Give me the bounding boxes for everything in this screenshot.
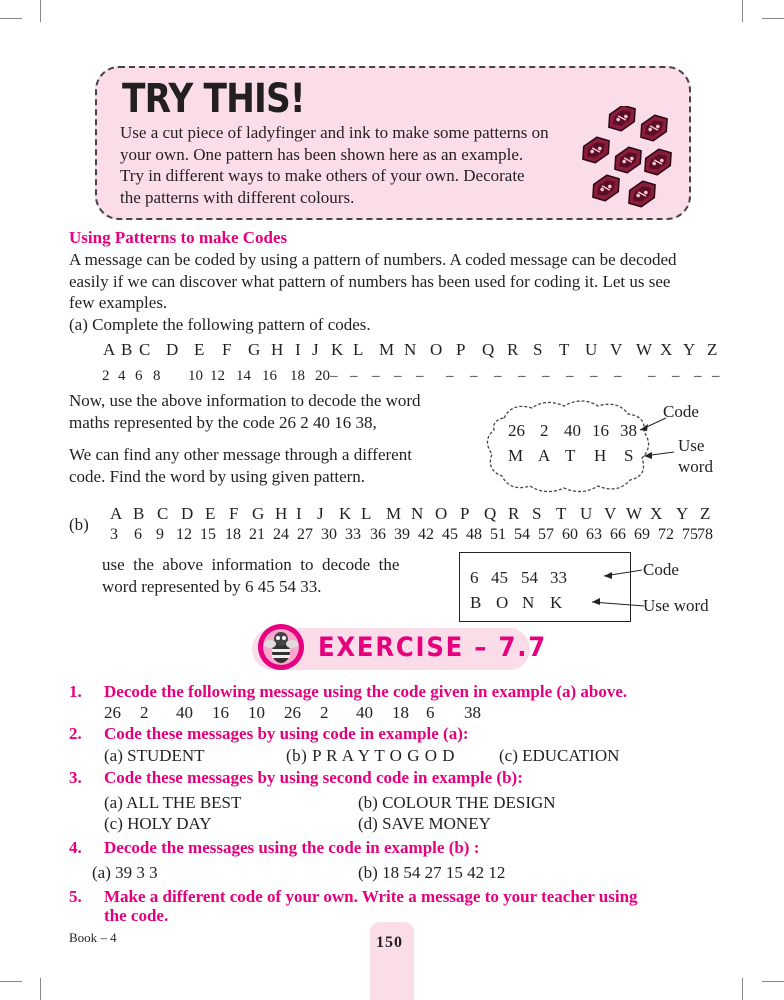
example-b-line: word represented by 6 45 54 33. (102, 576, 322, 596)
code-a-letter: F (222, 340, 232, 359)
code-b-number: 24 (273, 526, 289, 543)
box-code: 33 (550, 568, 567, 587)
question-2-text: Code these messages by using code in example (a): (104, 724, 469, 743)
intro-line: few examples. (69, 293, 168, 312)
code-b-letter: Q (484, 504, 497, 523)
code-a-number: – (446, 368, 454, 384)
code-a-number: 6 (135, 368, 143, 384)
code-a-letter: Y (683, 340, 696, 359)
crop-mark (742, 0, 743, 22)
box-use-label: Use word (643, 596, 709, 615)
code-b-number: 48 (466, 526, 482, 543)
code-b-number: 66 (610, 526, 626, 543)
question-1-code: 2 (320, 703, 329, 722)
book-label: Book – 4 (69, 930, 117, 945)
question-3-item: (a) ALL THE BEST (104, 793, 242, 812)
code-a-number: – (648, 368, 656, 384)
code-b-letter: N (411, 504, 424, 523)
code-b-number: 12 (176, 526, 192, 543)
code-a-number: – (518, 368, 526, 384)
code-a-letter: W (636, 340, 653, 359)
code-a-letter: N (404, 340, 417, 359)
code-a-number: – (542, 368, 550, 384)
code-a-numbers (0, 368, 784, 390)
code-a-number: – (416, 368, 424, 384)
box-letter: K (550, 593, 563, 612)
question-4-number: 4. (69, 838, 82, 857)
question-1-number: 1. (69, 682, 82, 701)
code-a-number: 8 (153, 368, 161, 384)
example-a-line: We can find any other message through a different (69, 445, 412, 464)
cloud-code: 40 (564, 421, 581, 440)
box-arrows (586, 564, 648, 614)
box-code: 54 (521, 568, 538, 587)
example-a-line: Now, use the above information to decode the word (69, 391, 421, 410)
question-4-text: Decode the messages using the code in example (b) : (104, 838, 480, 857)
code-a-number: – (494, 368, 502, 384)
try-this-line: Use a cut piece of ladyfinger and ink to make some patterns on (120, 123, 549, 142)
code-b-letter: W (626, 504, 643, 523)
code-a-letter: G (248, 340, 261, 359)
code-b-number: 6 (134, 526, 142, 543)
box-code: 45 (491, 568, 508, 587)
code-b-letter: C (157, 504, 169, 523)
crop-mark (40, 0, 41, 22)
section-heading: Using Patterns to make Codes (69, 228, 288, 247)
code-b-number: 51 (490, 526, 506, 543)
code-b-letter: X (650, 504, 663, 523)
code-b-letter: U (580, 504, 593, 523)
box-letter: N (522, 593, 535, 612)
question-3-item: (b) COLOUR THE DESIGN (358, 793, 556, 812)
cloud-code: 16 (592, 421, 609, 440)
crop-mark (0, 981, 22, 982)
code-a-letter: P (456, 340, 466, 359)
crop-mark (40, 978, 41, 1000)
code-b-letter: V (604, 504, 617, 523)
code-b-number: 30 (321, 526, 337, 543)
code-b-number: 15 (200, 526, 216, 543)
code-a-letter: K (331, 340, 344, 359)
code-b-number: 75 (682, 526, 698, 543)
intro-line: A message can be coded by using a pattern of numbers. A coded message can be decoded (69, 250, 677, 269)
code-b-letter: J (317, 504, 324, 523)
question-1-code: 10 (248, 703, 265, 722)
code-a-letter: C (139, 340, 151, 359)
code-a-letter: B (121, 340, 133, 359)
code-a-number: 18 (290, 368, 305, 384)
code-a-number: – (614, 368, 622, 384)
try-this-title: TRY THIS! (122, 76, 305, 122)
code-b-letter: H (275, 504, 288, 523)
code-a-letter: U (585, 340, 598, 359)
question-2-item: (b) P R A Y T O G O D (286, 746, 456, 765)
code-b-numbers (0, 526, 784, 548)
code-a-number: – (712, 368, 720, 384)
code-a-letter: H (271, 340, 284, 359)
question-1-code: 6 (426, 703, 435, 722)
box-code: 6 (470, 568, 479, 587)
code-b-number: 21 (249, 526, 265, 543)
code-b-number: 63 (586, 526, 602, 543)
code-b-letter: P (460, 504, 470, 523)
try-this-text (120, 122, 580, 208)
code-a-number: 12 (210, 368, 225, 384)
code-b-letter: I (296, 504, 302, 523)
code-a-number: – (470, 368, 478, 384)
try-this-line: Try in different ways to make others of your own. Decorate (120, 166, 525, 185)
code-a-number: 10 (188, 368, 203, 384)
code-b-letter: D (181, 504, 194, 523)
question-1-codes (0, 703, 784, 725)
code-b-letter: Y (676, 504, 689, 523)
cloud-code: 26 (508, 421, 525, 440)
question-1-code: 26 (284, 703, 301, 722)
code-a-letter: Q (482, 340, 495, 359)
page-number: 150 (376, 934, 403, 951)
cloud-letter: M (508, 446, 524, 465)
question-1-code: 40 (356, 703, 373, 722)
code-b-number: 45 (442, 526, 458, 543)
question-4-item: (a) 39 3 3 (92, 863, 158, 882)
code-b-number: 69 (634, 526, 650, 543)
code-a-letter: A (103, 340, 116, 359)
code-a-number: – (350, 368, 358, 384)
question-3-text: Code these messages by using second code in example (b): (104, 768, 523, 787)
code-b-number: 57 (538, 526, 554, 543)
question-1-code: 18 (392, 703, 409, 722)
code-b-number: 39 (394, 526, 410, 543)
code-a-number: 20– (315, 368, 338, 384)
code-b-letter: B (133, 504, 145, 523)
code-a-letter: X (660, 340, 673, 359)
code-a-letter: R (507, 340, 519, 359)
code-a-number: – (566, 368, 574, 384)
question-3-item: (c) HOLY DAY (104, 814, 212, 833)
code-b-number: 78 (697, 526, 713, 543)
cloud-code-label: Code (663, 402, 699, 421)
code-a-letter: L (353, 340, 364, 359)
example-b-line: use the above information to decode the (102, 555, 400, 574)
code-b-letters (0, 504, 784, 526)
ladyfinger-pattern-illustration (576, 106, 676, 210)
code-a-letter: T (559, 340, 570, 359)
example-a-line: code. Find the word by using given pattern. (69, 466, 366, 486)
cloud-code: 38 (620, 421, 637, 440)
question-3-number: 3. (69, 768, 82, 787)
section-intro (69, 249, 729, 314)
code-a-letter: I (295, 340, 301, 359)
code-b-number: 33 (345, 526, 361, 543)
code-b-letter: T (556, 504, 567, 523)
code-a-letter: V (610, 340, 623, 359)
crop-mark (0, 18, 22, 19)
code-b-letter: G (252, 504, 265, 523)
code-a-number: 14 (236, 368, 251, 384)
exercise-title: EXERCISE – 7.7 (318, 632, 547, 663)
try-this-line: your own. One pattern has been shown here as an example. (120, 144, 524, 164)
code-b-number: 3 (110, 526, 118, 543)
code-b-letter: A (110, 504, 123, 523)
question-5-text: Make a different code of your own. Write a message to your teacher using (104, 887, 638, 906)
code-a-letter: D (166, 340, 179, 359)
question-1-code: 2 (140, 703, 149, 722)
code-b-number: 18 (225, 526, 241, 543)
code-a-number: – (672, 368, 680, 384)
question-5-number: 5. (69, 887, 82, 906)
question-1-code: 26 (104, 703, 121, 722)
example-a-line: maths represented by the code 26 2 40 16 38, (69, 412, 377, 432)
crop-mark (762, 981, 784, 982)
code-a-number: – (372, 368, 380, 384)
cloud-letter: H (594, 446, 607, 465)
question-3-item: (d) SAVE MONEY (358, 814, 491, 833)
question-5-text-cont: the code. (104, 906, 169, 925)
question-1-code: 16 (212, 703, 229, 722)
code-b-number: 42 (418, 526, 434, 543)
box-code-label: Code (643, 560, 679, 579)
code-b-letter: Z (700, 504, 711, 523)
question-2-number: 2. (69, 724, 82, 743)
box-letter: O (496, 593, 509, 612)
code-b-number: 27 (297, 526, 313, 543)
code-b-number: 9 (156, 526, 164, 543)
code-a-letter: M (379, 340, 395, 359)
code-a-number: – (590, 368, 598, 384)
code-b-letter: M (386, 504, 402, 523)
code-b-letter: E (205, 504, 216, 523)
code-b-letter: S (532, 504, 542, 523)
code-b-number: 54 (514, 526, 530, 543)
cloud-letter: A (538, 446, 551, 465)
code-a-letter: O (430, 340, 443, 359)
code-a-number: – (694, 368, 702, 384)
bee-mascot-icon (256, 622, 306, 672)
code-a-letters (0, 340, 784, 362)
code-a-letter: S (533, 340, 543, 359)
try-this-line: the patterns with different colours. (120, 187, 355, 207)
code-b-letter: R (508, 504, 520, 523)
code-b-letter: O (435, 504, 448, 523)
code-a-number: 4 (118, 368, 126, 384)
part-a-label: (a) Complete the following pattern of codes. (69, 315, 371, 334)
question-1-code: 38 (464, 703, 481, 722)
cloud-code: 2 (540, 421, 549, 440)
code-b-number: 60 (562, 526, 578, 543)
part-b-label: (b) (69, 515, 89, 534)
code-a-number: 16 (262, 368, 277, 384)
crop-mark (742, 978, 743, 1000)
intro-line: easily if we can discover what pattern of numbers has been used for coding it. Let us see (69, 271, 671, 291)
question-1-code: 40 (176, 703, 193, 722)
question-4-item: (b) 18 54 27 15 42 12 (358, 863, 506, 882)
cloud-word-label: word (678, 457, 713, 476)
crop-mark (762, 18, 784, 19)
question-2-item: (a) STUDENT (104, 746, 205, 765)
code-a-letter: E (194, 340, 205, 359)
box-letter: B (470, 593, 482, 612)
code-b-number: 72 (658, 526, 674, 543)
code-b-letter: K (339, 504, 352, 523)
cloud-letter: S (624, 446, 634, 465)
cloud-letter: T (565, 446, 576, 465)
question-1-text: Decode the following message using the code given in example (a) above. (104, 682, 628, 701)
cloud-use-label: Use (678, 436, 705, 455)
code-a-letter: Z (707, 340, 718, 359)
code-b-number: 36 (370, 526, 386, 543)
code-b-letter: F (229, 504, 239, 523)
code-a-number: – (394, 368, 402, 384)
code-a-letter: J (312, 340, 319, 359)
code-b-letter: L (361, 504, 372, 523)
question-2-item: (c) EDUCATION (499, 746, 620, 765)
code-a-number: 2 (102, 368, 110, 384)
